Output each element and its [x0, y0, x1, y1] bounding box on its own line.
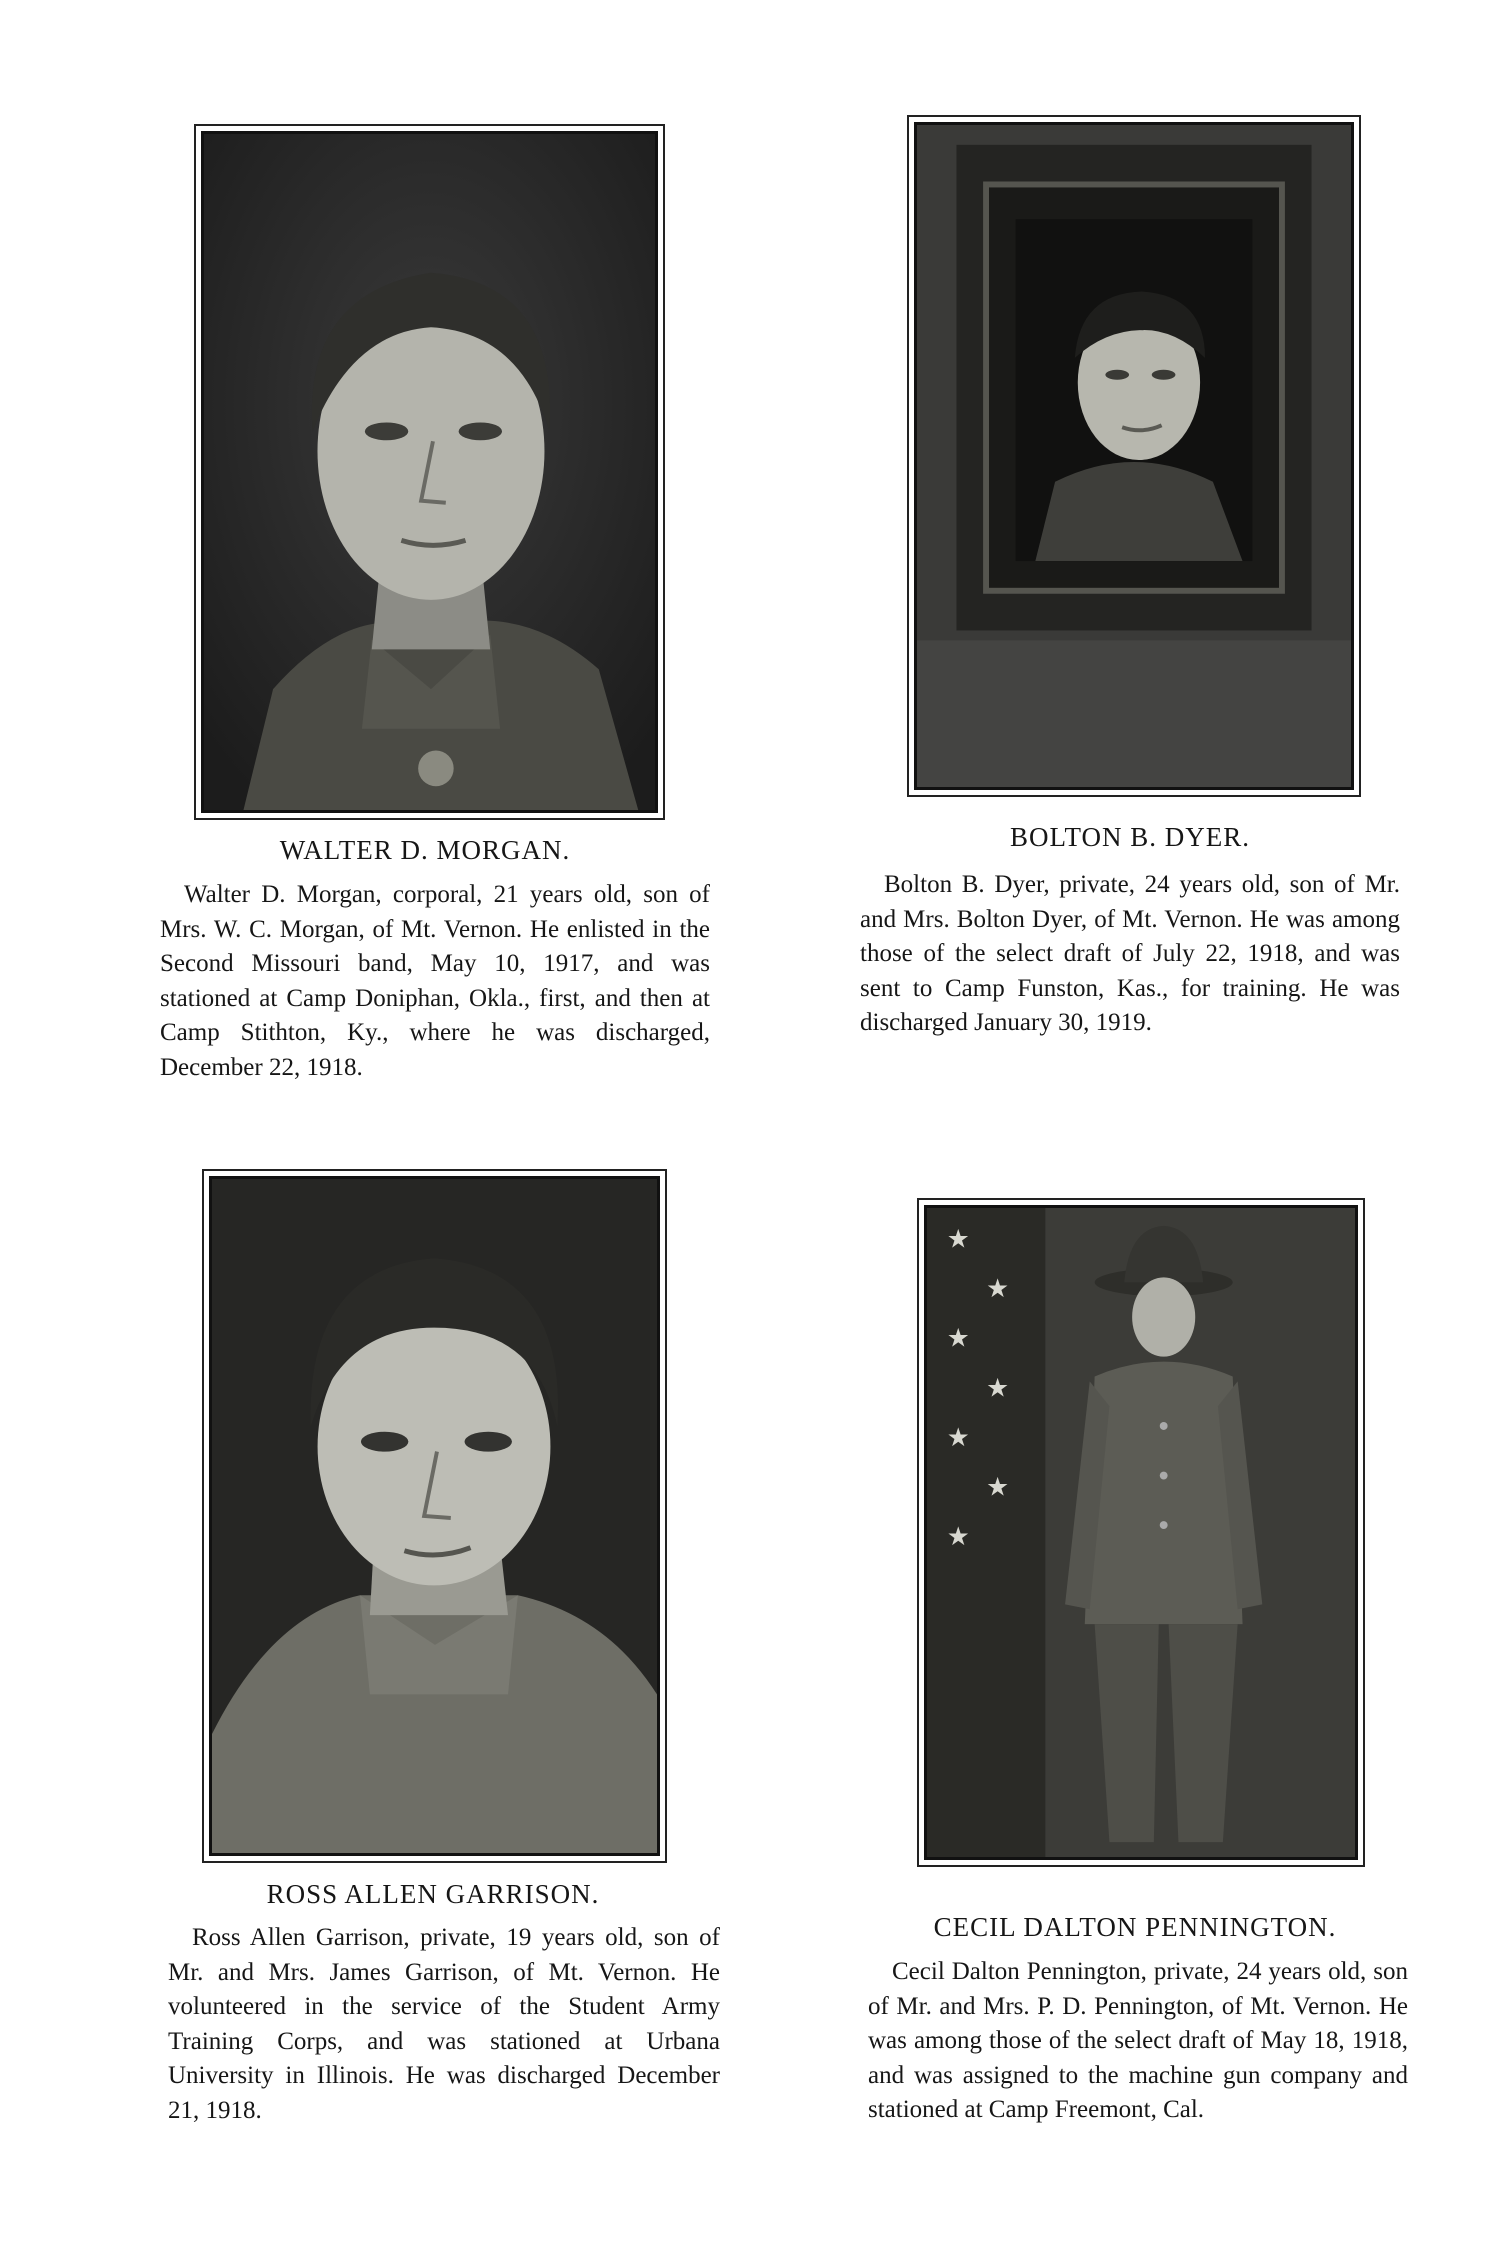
soldier-biography: Cecil Dalton Pennington, private, 24 years old, son of Mr. and Mrs. P. D. Pennington, of Mt. Vernon. He was among those of the select draft of May 18, 1918, and was assigned to the machine gun company and stationed at Camp Freemont, Cal. [868, 1958, 1408, 2123]
svg-text:★: ★ [946, 1521, 970, 1552]
soldier-biography: Walter D. Morgan, corporal, 21 years old, son of Mrs. W. C. Morgan, of Mt. Vernon. He enlisted in the Second Missouri band, May 10, 1917, and was stationed at Camp Doniphan, Okla., first, and then at Camp Stithton, Ky., where he was discharged, December 22, 1918. [160, 881, 710, 1081]
svg-text:★: ★ [946, 1224, 970, 1255]
portrait-photo-ross-garrison [209, 1176, 660, 1856]
portrait-illustration [927, 1208, 1355, 1857]
soldier-biography: Bolton B. Dyer, private, 24 years old, son of Mr. and Mrs. Bolton Dyer, of Mt. Vernon. He was among those of the select draft of July 22, 1918, and was sent to Camp Funston, Kas., for training. He was discharged January 30, 1919. [860, 871, 1400, 1036]
portrait-photo-cecil-pennington [924, 1205, 1358, 1860]
portrait-illustration [204, 134, 655, 810]
soldier-biography: Ross Allen Garrison, private, 19 years old, son of Mr. and Mrs. James Garrison, of Mt. Vernon. He volunteered in the service of the Student Army Training Corps, and was stationed at Urbana University in Illinois. He was discharged December 21, 1918. [168, 1924, 720, 2124]
portrait-illustration [212, 1179, 657, 1853]
svg-text:★: ★ [986, 1373, 1010, 1404]
soldier-name-heading: CECIL DALTON PENNINGTON. [933, 1912, 1337, 1942]
svg-text:★: ★ [946, 1422, 970, 1453]
soldier-name-heading: BOLTON B. DYER. [1009, 822, 1251, 852]
svg-text:★: ★ [946, 1323, 970, 1354]
svg-text:★: ★ [986, 1274, 1010, 1305]
portrait-photo-walter-morgan [201, 131, 658, 813]
portrait-photo-bolton-dyer [914, 122, 1354, 790]
soldier-name-heading: ROSS ALLEN GARRISON. [266, 1879, 600, 1909]
soldier-name-heading: WALTER D. MORGAN. [279, 835, 571, 865]
svg-text:★: ★ [986, 1472, 1010, 1503]
portrait-illustration [917, 125, 1351, 787]
